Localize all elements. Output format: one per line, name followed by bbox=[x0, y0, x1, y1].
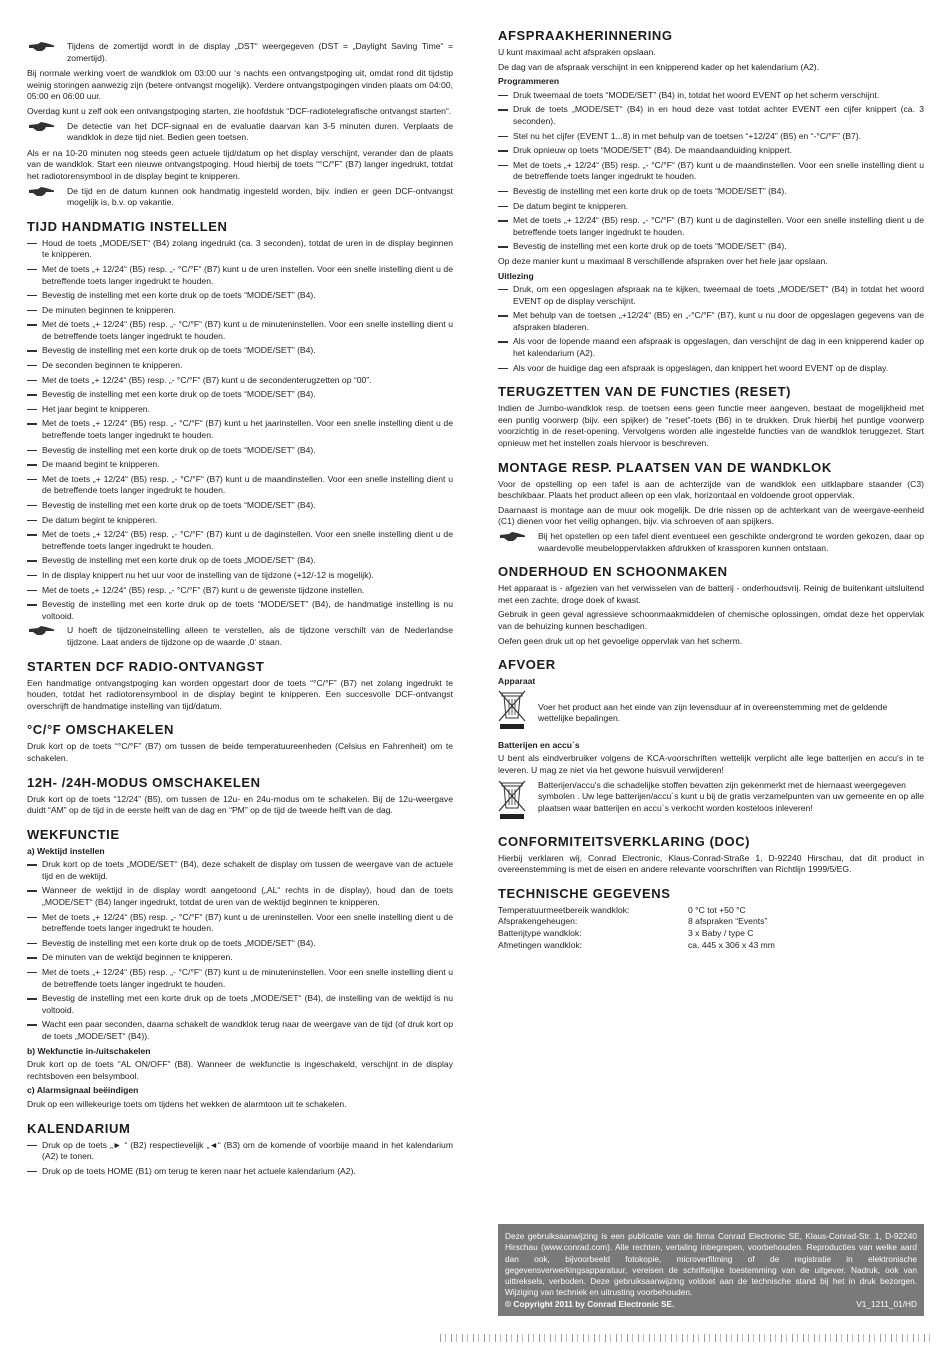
subheading-uitlezing: Uitlezing bbox=[498, 270, 534, 281]
pointing-hand-icon bbox=[500, 532, 526, 542]
heading-cf: °C/°F OMSCHAKELEN bbox=[27, 722, 174, 738]
spec-row bbox=[498, 928, 924, 940]
tijd-steps-list bbox=[27, 238, 453, 623]
list-item: Houd de toets „MODE/SET“ (B4) zolang ingedrukt (ca. 3 seconden), totdat de uren in de display beginnen te knipperen. bbox=[27, 238, 453, 261]
list-item: Het jaar begint te knipperen. bbox=[27, 404, 453, 416]
right-column bbox=[498, 28, 924, 951]
list-item: In de display knippert nu het uur voor de instelling van de tijdzone (+12/-12 is mogelijk). bbox=[27, 570, 453, 582]
list-item: Druk op de toets „► “ (B2) respectievelijk „◄“ (B3) om de komende of voorbije maand in het kalendarium (A2) te tonen. bbox=[27, 1140, 453, 1163]
heading-12h: 12H- /24H-MODUS OMSCHAKELEN bbox=[27, 774, 261, 790]
heading-afspraak: AFSPRAAKHERINNERING bbox=[498, 28, 673, 43]
copyright: © Copyright 2011 by Conrad Electronic SE. bbox=[505, 1298, 675, 1309]
list-item: Bevestig de instelling met een korte druk op de toets “MODE/SET” (B4). bbox=[498, 186, 924, 198]
list-item: Bevestig de instelling met een korte druk op de toets „MODE/SET“ (B4), de instelling van de wektijd is nu voltooid. bbox=[27, 993, 453, 1016]
list-item: Met de toets „+ 12/24“ (B5) resp. „- °C/°F“ (B7) kunt u de daginstellen. Voor een snelle instelling dient u de betreffende toets langer ingedrukt te houden. bbox=[498, 215, 924, 238]
list-item: Bevestig de instelling met een korte druk op de toets “MODE/SET” (B4). bbox=[27, 290, 453, 302]
reset-paragraph: Indien de Jumbo-wandklok resp. de toetsen eens geen functie meer aangeven, bestaat de mogelijkheid met een puntig voorwerp (bijv. een spijker) de “reset”-toets (B6) in te drukken. Druk hierbij het puntige voorwerp voorzichtig in de reset-opening. Vervolgens worden alle ingestelde functies van de wandklok teruggezet. Start opnieuw met het instellen zoals hiervoor is beschreven. bbox=[498, 403, 924, 449]
footer-text: Deze gebruiksaanwijzing is een publicatie van de firma Conrad Electronic SE, Klaus-Conrad-Str. 1, D-92240 Hirschau (www.conrad.com). Alle rechten, vertaling inbegrepen, voorbehouden. Reproducties van welke aard dan ook, bijvoorbeeld fotokopie, microverfilming of de registratie in elektronische gegevensverwerkingsapparatuur, vereisen de schriftelijke toestemming van de uitgever. Nadruk, ook van uittreksels, verboden. Deze gebruiksaanwijzing voldoet aan de technische stand bij het in druk bezorgen. Wijziging van techniek en uitrusting voorbehouden. bbox=[505, 1231, 917, 1298]
note-montage: Bij het opstellen op een tafel dient eventueel een geschikte ondergrond te worden gekozen, daar op waardevolle meubeloppervlakken afdrukken of krassporen kunnen ontstaan. bbox=[498, 531, 924, 554]
onderhoud-paragraph-1: Het apparaat is - afgezien van het verwisselen van de batterij - onderhoudsvrij. Reinig de buitenkant uitsluitend met een zachte, droge doek of kwast. bbox=[498, 583, 924, 605]
list-item: Met de toets „+ 12/24“ (B5) resp. „- °C/°F“ (B7) kunt u het jaarinstellen. Voor een snelle instelling dient u de betreffende toets langer ingedrukt te houden. bbox=[27, 418, 453, 441]
batterijen-paragraph-1: U bent als eindverbruiker volgens de KCA-voorschriften wettelijk verplicht alle lege batterijen en accu's in te leveren. U mag ze niet via het gewone huisvuil verwijderen! bbox=[498, 753, 924, 775]
uit-steps-list bbox=[498, 284, 924, 374]
h12-paragraph: Druk kort op de toets “12/24” (B5), om tussen de 12u- en 24u-modus om te schakelen. Bij de 12u-weergave duidt “AM” op de tijd in de eerste helft van de dag en “PM” op de tijd de tweede helft van de dag. bbox=[27, 793, 453, 816]
list-item: Druk op de toets HOME (B1) om terug te keren naar het actuele kalendarium (A2). bbox=[27, 1166, 453, 1178]
footer-copyright-row bbox=[505, 1299, 917, 1310]
left-column bbox=[27, 40, 453, 1180]
list-item: Druk de toets „MODE/SET“ (B4) in en houd deze vast totdat achter EVENT een cijfer knippert (ca. 3 seconden). bbox=[498, 104, 924, 127]
list-item: Druk kort op de toets „MODE/SET“ (B4), deze schakelt de display om tussen de weergave van de actuele tijd en de wektijd. bbox=[27, 859, 453, 882]
version-code: V1_1211_01/HD bbox=[856, 1298, 917, 1309]
heading-conformiteit: CONFORMITEITSVERKLARING (DOC) bbox=[498, 833, 751, 849]
crossed-bin-icon bbox=[498, 690, 526, 730]
heading-tijd-handmatig: TIJD HANDMATIG INSTELLEN bbox=[27, 218, 228, 234]
heading-onderhoud: ONDERHOUD EN SCHOONMAKEN bbox=[498, 564, 728, 580]
montage-paragraph-2: Daarnaast is montage aan de muur ook mogelijk. De drie nissen op de achterkant van de weergave-eenheid (C1) dienen voor het veilig ophangen, bijv. via schroeven of aan spijkers. bbox=[498, 504, 924, 527]
note-tijdzone: U hoeft de tijdzoneinstelling alleen te verstellen, als de tijdzone verschilt van de Nederlandse tijdzone. Laat anders de tijdzone op de waarde ‚0‘ staan. bbox=[27, 625, 453, 648]
spec-key: Afsprakengeheugen: bbox=[498, 916, 578, 927]
heading-dcf: STARTEN DCF RADIO-ONTVANGST bbox=[27, 658, 265, 674]
conformiteit-paragraph: Hierbij verklaren wij, Conrad Electronic, Klaus-Conrad-Straße 1, D-92240 Hirschau, dat dit product in overeenstemming is met de eisen en andere relevante voorschriften van Richtlijn 1999/5/EG. bbox=[498, 852, 924, 875]
list-item: Bevestig de instelling met een korte druk op de toets “MODE/SET” (B4). bbox=[498, 241, 924, 253]
print-marks bbox=[440, 1334, 930, 1342]
list-item: De datum begint te knipperen. bbox=[27, 515, 453, 527]
intro-paragraph-1: Bij normale werking voert de wandklok om 03:00 uur ‘s nachts een ontvangstpoging uit, omdat rond dit tijdstip weinig storingen aanwezig zijn (betere ontvangst mogelijk). Verdere ontvangstpogingen vinden plaats om 04:00, 05:00 en 06:00 uur. bbox=[27, 68, 453, 102]
heading-afvoer: AFVOER bbox=[498, 657, 556, 673]
list-item: Bevestig de instelling met een korte druk op de toets “MODE/SET” (B4). bbox=[27, 345, 453, 357]
pointing-hand-icon bbox=[29, 626, 55, 636]
subheading-programmeren: Programmeren bbox=[498, 76, 560, 87]
note-dst: Tijdens de zomertijd wordt in de display „DST“ weergegeven (DST = „Daylight Saving Time“ = zomertijd). bbox=[27, 41, 453, 64]
spec-value: 8 afspraken “Events” bbox=[688, 916, 768, 927]
spec-table bbox=[498, 905, 924, 951]
spec-row bbox=[498, 905, 924, 917]
onderhoud-paragraph-2: Gebruik in geen geval agressieve schoonmaakmiddelen of chemische oplossingen, omdat deze het oppervlak van de behuizing kunnen beschadigen. bbox=[498, 609, 924, 631]
subheading-alarmsignaal: c) Alarmsignaal beëindigen bbox=[27, 1085, 139, 1096]
cf-paragraph: Druk kort op de toets “°C/°F” (B7) om tussen de beide temperatuureenheden (Celsius en Fahrenheit) om te schakelen. bbox=[27, 741, 453, 763]
pointing-hand-icon bbox=[29, 42, 55, 52]
list-item: Als voor de lopende maand een afspraak is opgeslagen, dan verschijnt de dag in een knipperend kader op het kalendarium (A2). bbox=[498, 336, 924, 359]
publisher-footer bbox=[498, 1224, 924, 1316]
pointing-hand-icon bbox=[29, 122, 55, 132]
list-item: Met behulp van de toetsen „+12/24“ (B5) en „-°C/°F“ (B7), kunt u nu door de opgeslagen gegevens van de afspraken bladeren. bbox=[498, 310, 924, 333]
list-item: Bevestig de instelling met een korte druk op de toets „MODE/SET“ (B4). bbox=[27, 555, 453, 567]
list-item: Wanneer de wektijd in de display wordt aangetoond („AL“ rechts in de display), houd dan de toets „MODE/SET“ (B4) langer ingedrukt, totdat de uren van de wektijd beginnen te knipperen. bbox=[27, 885, 453, 908]
list-item: Bevestig de instelling met een korte druk op de toets “MODE/SET” (B4). bbox=[27, 389, 453, 401]
list-item: Met de toets „+ 12/24“ (B5) resp. „- °C/°F“ (B7) kunt u de secondenterugzetten op “00”. bbox=[27, 375, 453, 387]
crossed-bin-icon bbox=[498, 780, 526, 820]
list-item: Wacht een paar seconden, daarna schakelt de wandklok terug naar de weergave van de tijd (of druk kort op de toets „MODE/SET“ (B4)). bbox=[27, 1019, 453, 1042]
list-item: Stel nu het cijfer (EVENT 1...8) in met behulp van de toetsen “+12/24” (B5) en “-°C/°F” (B7). bbox=[498, 131, 924, 143]
list-item: De minuten beginnen te knipperen. bbox=[27, 305, 453, 317]
intro-paragraph-3: Als er na 10-20 minuten nog steeds geen actuele tijd/datum op het display verschijnt, verander dan de plaats van de wandklok. Start een nieuwe ontvangstpoging. Houd hierbij de toets “°C/°F” (B7) langer ingedrukt, totdat het radiotorensymbool in de display begint te knipperen. bbox=[27, 147, 453, 181]
spec-value: 0 °C tot +50 °C bbox=[688, 904, 746, 915]
list-item: De maand begint te knipperen. bbox=[27, 459, 453, 471]
note-dcf-detection: De detectie van het DCF-signaal en de evaluatie daarvan kan 3-5 minuten duren. Verplaats de wandklok in deze tijd niet. Bedien geen toetsen. bbox=[27, 121, 453, 144]
spec-key: Temperatuurmeetbereik wandklok: bbox=[498, 904, 630, 915]
wek-steps-list bbox=[27, 859, 453, 1042]
list-item: Bevestig de instelling met een korte druk op de toets „MODE/SET“ (B4). bbox=[27, 938, 453, 950]
pointing-hand-icon bbox=[29, 187, 55, 197]
spec-row bbox=[498, 916, 924, 928]
disposal-device: Voer het product aan het einde van zijn levensduur af in overeenstemming met de geldende wettelijke bepalingen. bbox=[498, 690, 924, 734]
list-item: Met de toets „+ 12/24“ (B5) resp. „- °C/°F“ (B7) kunt u de minuteninstellen. Voor een snelle instelling dient u de betreffende toets langer ingedrukt te houden. bbox=[27, 319, 453, 342]
list-item: Met de toets „+ 12/24“ (B5) resp. „- °C/°F“ (B7) kunt u de maandinstellen. Voor een snelle instelling dient u de betreffende toets langer ingedrukt te houden. bbox=[498, 160, 924, 183]
spec-row bbox=[498, 940, 924, 952]
subheading-wektijd: a) Wektijd instellen bbox=[27, 845, 105, 856]
list-item: Met de toets „+ 12/24“ (B5) resp. „- °C/°F“ (B7) kunt u de gewenste tijdzone instellen. bbox=[27, 585, 453, 597]
list-item: Druk tweemaal de toets “MODE/SET” (B4) in, totdat het woord EVENT op het scherm verschijnt. bbox=[498, 90, 924, 102]
spec-key: Afmetingen wandklok: bbox=[498, 939, 583, 950]
list-item: Met de toets „+ 12/24“ (B5) resp. „- °C/°F“ (B7) kunt u de uren instellen. Voor een snelle instelling dient u de betreffende toets langer ingedrukt te houden. bbox=[27, 264, 453, 287]
wek-c-paragraph: Druk op een willekeurige toets om tijdens het wekken de alarmtoon uit te schakelen. bbox=[27, 1098, 347, 1109]
spec-value: ca. 445 x 306 x 43 mm bbox=[688, 939, 775, 950]
wek-b-paragraph: Druk kort op de toets “AL ON/OFF” (B8). Wanneer de wekfunctie is ingeschakeld, verschijnt in de display rechtsboven een belsymbool. bbox=[27, 1059, 453, 1081]
list-item: Bevestig de instelling met een korte druk op de toets “MODE/SET” (B4). bbox=[27, 445, 453, 457]
list-item: De datum begint te knipperen. bbox=[498, 201, 924, 213]
spec-value: 3 x Baby / type C bbox=[688, 927, 754, 938]
subheading-batterijen: Batterijen en accu´s bbox=[498, 739, 580, 750]
subheading-wekfunctie-aan-uit: b) Wekfunctie in-/uitschakelen bbox=[27, 1045, 151, 1056]
afs-paragraph-2: De dag van de afspraak verschijnt in een knipperend kader op het kalendarium (A2). bbox=[498, 61, 820, 72]
afs-paragraph-3: Op deze manier kunt u maximaal 8 verschillende afspraken over het hele jaar opslaan. bbox=[498, 255, 828, 266]
heading-wekfunctie: WEKFUNCTIE bbox=[27, 826, 120, 842]
list-item: Met de toets „+ 12/24“ (B5) resp. „- °C/°F“ (B7) kunt u de ureninstellen. Voor een snelle instelling dient u de betreffende toets langer ingedrukt te houden. bbox=[27, 912, 453, 935]
heading-kalendarium: KALENDARIUM bbox=[27, 1120, 131, 1136]
montage-paragraph-1: Voor de opstelling op een tafel is aan de achterzijde van de wandklok een uitklapbare staander (C3) beschikbaar. Plaats het product alleen op een vlak, horizontaal en voldoende groot oppervlak. bbox=[498, 478, 924, 501]
subheading-apparaat: Apparaat bbox=[498, 676, 536, 687]
prog-steps-list bbox=[498, 90, 924, 253]
list-item: De seconden beginnen te knipperen. bbox=[27, 360, 453, 372]
list-item: Druk opnieuw op toets “MODE/SET” (B4). De maandaanduiding knippert. bbox=[498, 145, 924, 157]
list-item: Druk, om een opgeslagen afspraak na te kijken, tweemaal de toets „MODE/SET“ (B4) in totdat het woord EVENT op de display verschijnt. bbox=[498, 284, 924, 307]
heading-reset: TERUGZETTEN VAN DE FUNCTIES (RESET) bbox=[498, 384, 792, 400]
list-item: Als voor de huidige dag een afspraak is opgeslagen, dan knippert het woord EVENT op de display. bbox=[498, 363, 924, 375]
list-item: Bevestig de instelling met een korte druk op de toets “MODE/SET” (B4), de handmatige instelling is nu voltooid. bbox=[27, 599, 453, 622]
spec-key: Batterijtype wandklok: bbox=[498, 927, 582, 938]
dcf-paragraph: Een handmatige ontvangstpoging kan worden opgestart door de toets “°C/°F” (B7) net zolang ingedrukt te houden, totdat het radiotorensymbool in de display begint te knipperen. Een succesvolle DCF-ontvangst overschrijft de handmatige instelling van tijd/datum. bbox=[27, 677, 453, 711]
onderhoud-paragraph-3: Oefen geen druk uit op het gevoelige oppervlak van het scherm. bbox=[498, 635, 743, 646]
list-item: De minuten van de wektijd beginnen te knipperen. bbox=[27, 952, 453, 964]
kal-steps-list bbox=[27, 1140, 453, 1178]
intro-paragraph-2: Overdag kunt u zelf ook een ontvangstpoging starten, zie hoofdstuk “DCF-radiotelegrafische ontvangst starten“. bbox=[27, 105, 452, 116]
list-item: Met de toets „+ 12/24“ (B5) resp. „- °C/°F“ (B7) kunt u de maandinstellen. Voor een snelle instelling dient u de betreffende toets langer ingedrukt te houden. bbox=[27, 474, 453, 497]
disposal-batteries: Batterijen/accu's die schadelijke stoffen bevatten zijn gekenmerkt met de hiernaast weergegeven symbolen . Uw lege batterijen/accu´s kunt u bij de gratis verzamelpunten van uw gemeente en op alle plaatsen waar batterijen en accu´s verkocht worden kosteloos inleveren! bbox=[498, 780, 924, 824]
note-manual-setting: De tijd en de datum kunnen ook handmatig ingesteld worden, bijv. indien er geen DCF-ontvangst mogelijk is, b.v. op vakantie. bbox=[27, 186, 453, 209]
heading-montage: MONTAGE RESP. PLAATSEN VAN DE WANDKLOK bbox=[498, 459, 832, 475]
afs-paragraph-1: U kunt maximaal acht afspraken opslaan. bbox=[498, 47, 656, 57]
list-item: Met de toets „+ 12/24“ (B5) resp. „- °C/°F“ (B7) kunt u de daginstellen. Voor een snelle instelling dient u de betreffende toets langer ingedrukt te houden. bbox=[27, 529, 453, 552]
heading-technische-gegevens: TECHNISCHE GEGEVENS bbox=[498, 885, 671, 901]
list-item: Bevestig de instelling met een korte druk op de toets “MODE/SET” (B4). bbox=[27, 500, 453, 512]
list-item: Met de toets „+ 12/24“ (B5) resp. „- °C/°F“ (B7) kunt u de minuteninstellen. Voor een snelle instelling dient u de betreffende toets langer ingedrukt te houden. bbox=[27, 967, 453, 990]
